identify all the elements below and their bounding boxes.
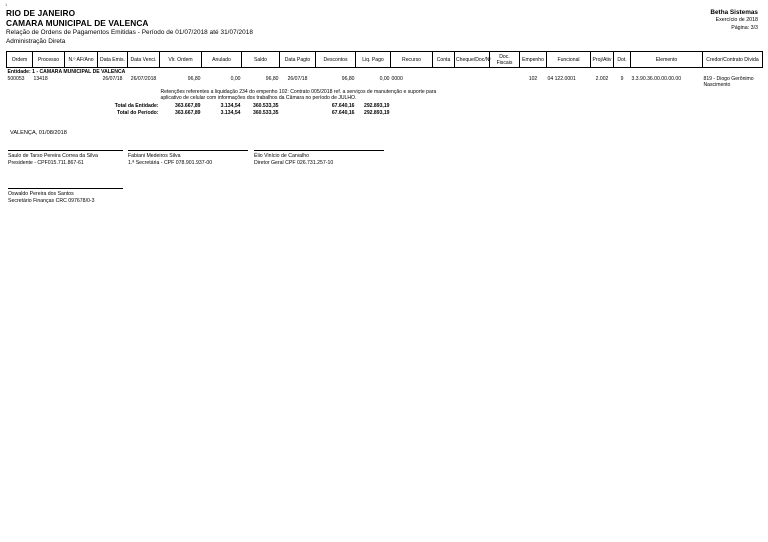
signature-role: Secretário Finanças CRC 097678/0-3 xyxy=(8,198,95,205)
col-ordem: Ordem xyxy=(7,52,33,68)
report-title: Relação de Ordens de Pagamentos Emitidas - Período de 01/07/2018 até 31/07/2018 xyxy=(6,29,253,36)
col-data-pagamento: Data Pagto xyxy=(280,52,316,68)
period-total-saldo: 360.533,35 xyxy=(253,109,279,116)
signature-rule xyxy=(128,150,248,151)
signature-rule xyxy=(8,150,123,151)
city-date: VALENÇA, 01/08/2018 xyxy=(10,130,67,137)
table-header-row xyxy=(7,52,763,68)
col-valor-ordem: Vlr. Ordem xyxy=(160,52,202,68)
cell-saldo: 96,80 xyxy=(265,75,279,82)
col-dot: Dot. xyxy=(614,52,631,68)
cell-conta xyxy=(433,75,455,88)
cell-data-vencimento: 26/07/2018 xyxy=(130,75,157,82)
col-data-vencimento: Data Venci. xyxy=(128,52,160,68)
entity-total-label: Total da Entidade: xyxy=(114,102,159,109)
signature-role: 1.ª Secretária - CPF 078.901.937-00 xyxy=(128,160,213,167)
col-data-emissao: Data Emis. xyxy=(98,52,128,68)
col-liquido-pago: Liq. Pago xyxy=(356,52,391,68)
col-recurso: Recurso xyxy=(391,52,433,68)
administration-type: Administração Direta xyxy=(6,38,66,45)
signature-name: Fabiani Medeiros Silva xyxy=(128,153,181,160)
signature-role: Presidente - CPF015.711.867-61 xyxy=(8,160,84,167)
signature-block-president xyxy=(8,150,123,167)
col-funcional: Funcional xyxy=(547,52,591,68)
entity-total-anulado: 3.134,54 xyxy=(220,102,241,109)
entity-label: Entidade: 1 - CAMARA MUNICIPAL DE VALENCA xyxy=(7,68,126,75)
entity-group-row xyxy=(7,68,763,76)
cell-funcional: 04 122.0001 xyxy=(547,75,576,82)
signature-block-secretary xyxy=(128,150,248,167)
payment-orders-table xyxy=(6,51,763,116)
signature-block-director xyxy=(254,150,384,167)
cell-processo: 13418 xyxy=(33,75,48,82)
cell-empenho: 102 xyxy=(528,75,538,82)
signature-role: Diretor Geral CPF 026.731.257-10 xyxy=(254,160,334,167)
organization-name: CAMARA MUNICIPAL DE VALENCA xyxy=(6,18,149,28)
col-anulado: Anulado xyxy=(202,52,242,68)
page-number: Página: 3/3 xyxy=(731,24,758,31)
header-right-block xyxy=(710,8,758,32)
col-empenho: Empenho xyxy=(520,52,547,68)
entity-total-row xyxy=(7,102,763,109)
signature-rule xyxy=(8,188,123,189)
header-left-block xyxy=(6,8,253,46)
cell-valor-ordem: 96,80 xyxy=(187,75,201,82)
col-saldo: Saldo xyxy=(242,52,280,68)
signature-block-finance xyxy=(8,188,123,205)
col-conta: Conta xyxy=(433,52,455,68)
col-proj-ativ: Proj/Ativ xyxy=(591,52,614,68)
period-total-liquido-pago: 292.893,19 xyxy=(364,109,390,116)
period-total-row xyxy=(7,109,763,116)
col-doc-fiscais: Doc. Fiscais xyxy=(490,52,520,68)
table-row xyxy=(7,75,763,88)
col-processo: Processo xyxy=(33,52,65,68)
col-cheque-doc: Cheque/Doc/Nº xyxy=(455,52,490,68)
entity-total-saldo: 360.533,35 xyxy=(253,102,279,109)
col-descontos: Descontos xyxy=(316,52,356,68)
cell-anulado: 0,00 xyxy=(230,75,241,82)
entity-total-liquido-pago: 292.893,19 xyxy=(364,102,390,109)
signature-area xyxy=(6,150,762,220)
exercise-label: Exercício de 2018 xyxy=(715,17,758,23)
period-total-valor-ordem: 363.667,89 xyxy=(175,109,201,116)
corner-mark: 1 xyxy=(5,2,8,7)
cell-dot: 9 xyxy=(620,75,624,82)
col-elemento: Elemento xyxy=(631,52,703,68)
cell-proj-ativ: 2.002 xyxy=(595,75,609,82)
cell-descontos: 96,80 xyxy=(341,75,355,82)
signature-name: Oswaldo Pereira dos Santos xyxy=(8,191,74,198)
cell-doc-fiscais xyxy=(490,75,520,88)
cell-cheque-doc xyxy=(455,75,490,88)
cell-recurso: 0000 xyxy=(391,75,403,82)
col-credor: Credor/Contrato Dívida xyxy=(703,52,763,68)
system-name: Betha Sistemas xyxy=(710,9,758,16)
cell-credor: 819 - Diogo Gerônimo Nascimento xyxy=(703,75,754,88)
col-af-ano: N.º AF/Ano xyxy=(65,52,98,68)
cell-elemento: 3.3.90.36.00.00.00.00 xyxy=(631,75,682,82)
retention-note: Retenções referentes a liquidação 234 do empenho 102: Contrato 005/2018 ref. a serviços de manutenção e suporte para aplicativo de celular com informações dos trabalhos da Câmara no período de JULHO. xyxy=(160,89,437,102)
period-total-descontos: 67.640,16 xyxy=(331,109,355,116)
cell-data-pagamento: 26/07/18 xyxy=(287,75,308,82)
signature-rule xyxy=(254,150,384,151)
signature-name: Saulo de Tarso Pereira Correa da Silva xyxy=(8,153,98,160)
entity-total-valor-ordem: 363.667,89 xyxy=(175,102,201,109)
row-note xyxy=(7,89,763,102)
signature-name: Élio Vinício de Carvalho xyxy=(254,153,309,160)
report-header xyxy=(0,0,768,46)
period-total-label: Total do Período: xyxy=(116,109,159,116)
cell-af-ano xyxy=(65,75,98,88)
period-total-anulado: 3.134,54 xyxy=(220,109,241,116)
cell-data-emissao: 26/07/18 xyxy=(102,75,123,82)
organization-state: RIO DE JANEIRO xyxy=(6,8,76,18)
entity-total-descontos: 67.640,16 xyxy=(331,102,355,109)
cell-ordem: 500053 xyxy=(7,75,25,82)
cell-liquido-pago: 0,00 xyxy=(379,75,390,82)
